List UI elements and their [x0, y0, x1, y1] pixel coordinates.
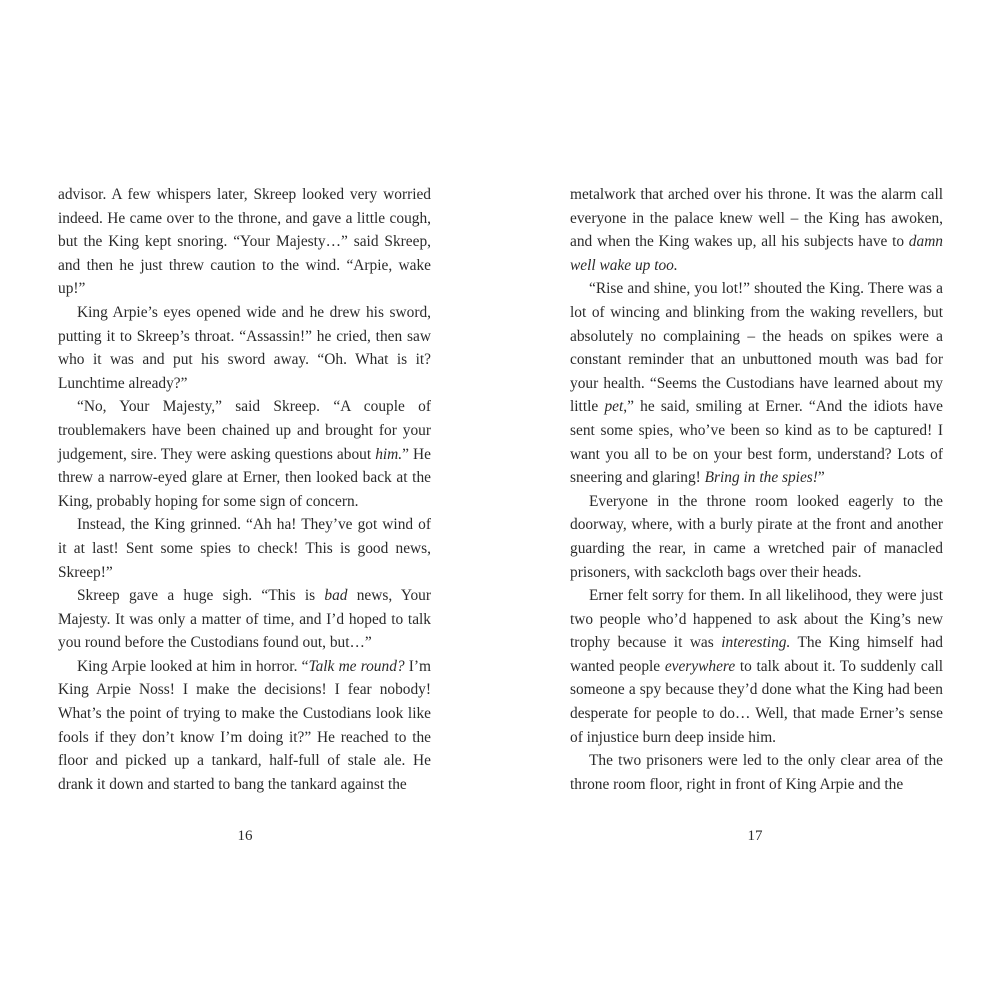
text-run: metalwork that arched over his throne. It was the alarm call everyone in the palace knew well – the King has awoken, and when the King wakes up, all his subjects have to	[570, 186, 943, 251]
italic-text: Talk me round?	[308, 657, 405, 675]
paragraph	[570, 490, 943, 584]
left-page-number: 16	[237, 828, 253, 844]
text-run: “Rise and shine, you lot!” shouted the King. There was a lot of wincing and blinking from the waking revellers, but absolutely no complaining – the heads on spikes were a constant reminder that an unbuttoned mouth was bad for your health. “Seems the Custodians have learned about my little	[570, 280, 943, 416]
text-run: news, Your Majesty. It was only a matter of time, and I’d hoped to talk you round before the Custodians found out, but…”	[58, 587, 431, 652]
text-run: I’m King Arpie Noss! I make the decisions! I fear nobody! What’s the point of trying to make the Custodians look like fools if they don’t know I’m doing it?” He reached to the floor and picked up a tankard, half-full of stale ale. He drank it down and started to bang the tankard against the	[58, 657, 431, 793]
text-run: Everyone in the throne room looked eagerly to the doorway, where, with a burly pirate at the front and another guarding the rear, in came a wretched pair of manacled prisoners, with sackcloth bags over their heads.	[570, 492, 943, 581]
text-run: advisor. A few whispers later, Skreep looked very worried indeed. He came over to the throne, and gave a little cough, but the King kept snoring. “Your Majesty…” said Skreep, and then he just threw caution to the wind. “Arpie, wake up!”	[58, 186, 431, 298]
italic-text: him.	[375, 445, 403, 463]
right-page	[500, 0, 1000, 1000]
text-run: The King himself had wanted people	[570, 634, 943, 675]
paragraph	[570, 749, 943, 796]
text-run: The two prisoners were led to the only clear area of the throne room floor, right in front of King Arpie and the	[570, 752, 943, 793]
text-run: Erner felt sorry for them. In all likelihood, they were just two people who’d happened to ask about the King’s new trophy because it was	[570, 587, 943, 652]
text-run: “No, Your Majesty,” said Skreep. “A couple of troublemakers have been chained up and brought for your judgement, sire. They were asking questions about	[58, 398, 431, 463]
text-run: Instead, the King grinned. “Ah ha! They’ve got wind of it at last! Sent some spies to check! This is good news, Skreep!”	[58, 516, 431, 581]
italic-text: bad	[324, 587, 348, 605]
text-run: Skreep gave a huge sigh. “This is	[77, 587, 325, 605]
text-run: ,” he said, smiling at Erner. “And the idiots have sent some spies, who’ve been so kind as to be captured! I want you all to be on your best form, understand? Lots of sneering and glaring!	[570, 398, 943, 487]
italic-text: interesting.	[721, 634, 791, 652]
right-page-text	[570, 183, 943, 796]
text-run: ” He threw a narrow-eyed glare at Erner, then looked back at the King, probably hoping for some sign of concern.	[58, 445, 431, 510]
italic-text: everywhere	[664, 657, 736, 675]
paragraph	[58, 513, 431, 584]
right-page-number: 17	[747, 828, 763, 844]
text-run: to talk about it. To suddenly call someone a spy because they’d done what the King had been desperate for people to do… Well, that made Erner’s sense of injustice burn deep inside him.	[570, 657, 944, 746]
paragraph	[58, 655, 431, 797]
paragraph	[570, 183, 943, 277]
paragraph	[58, 183, 431, 301]
paragraph	[58, 301, 431, 395]
paragraph	[58, 584, 431, 655]
text-run: ”	[817, 469, 825, 487]
paragraph	[570, 584, 943, 749]
left-page-text	[58, 183, 431, 796]
italic-text: pet	[604, 398, 624, 416]
paragraph	[570, 277, 943, 489]
text-run: King Arpie’s eyes opened wide and he drew his sword, putting it to Skreep’s throat. “Assassin!” he cried, then saw who it was and put his sword away. “Oh. What is it? Lunchtime already?”	[58, 303, 431, 392]
paragraph	[58, 395, 431, 513]
italic-text: damn well wake up too.	[570, 233, 943, 274]
text-run: King Arpie looked at him in horror. “	[77, 657, 309, 675]
italic-text: Bring in the spies!	[704, 469, 818, 487]
